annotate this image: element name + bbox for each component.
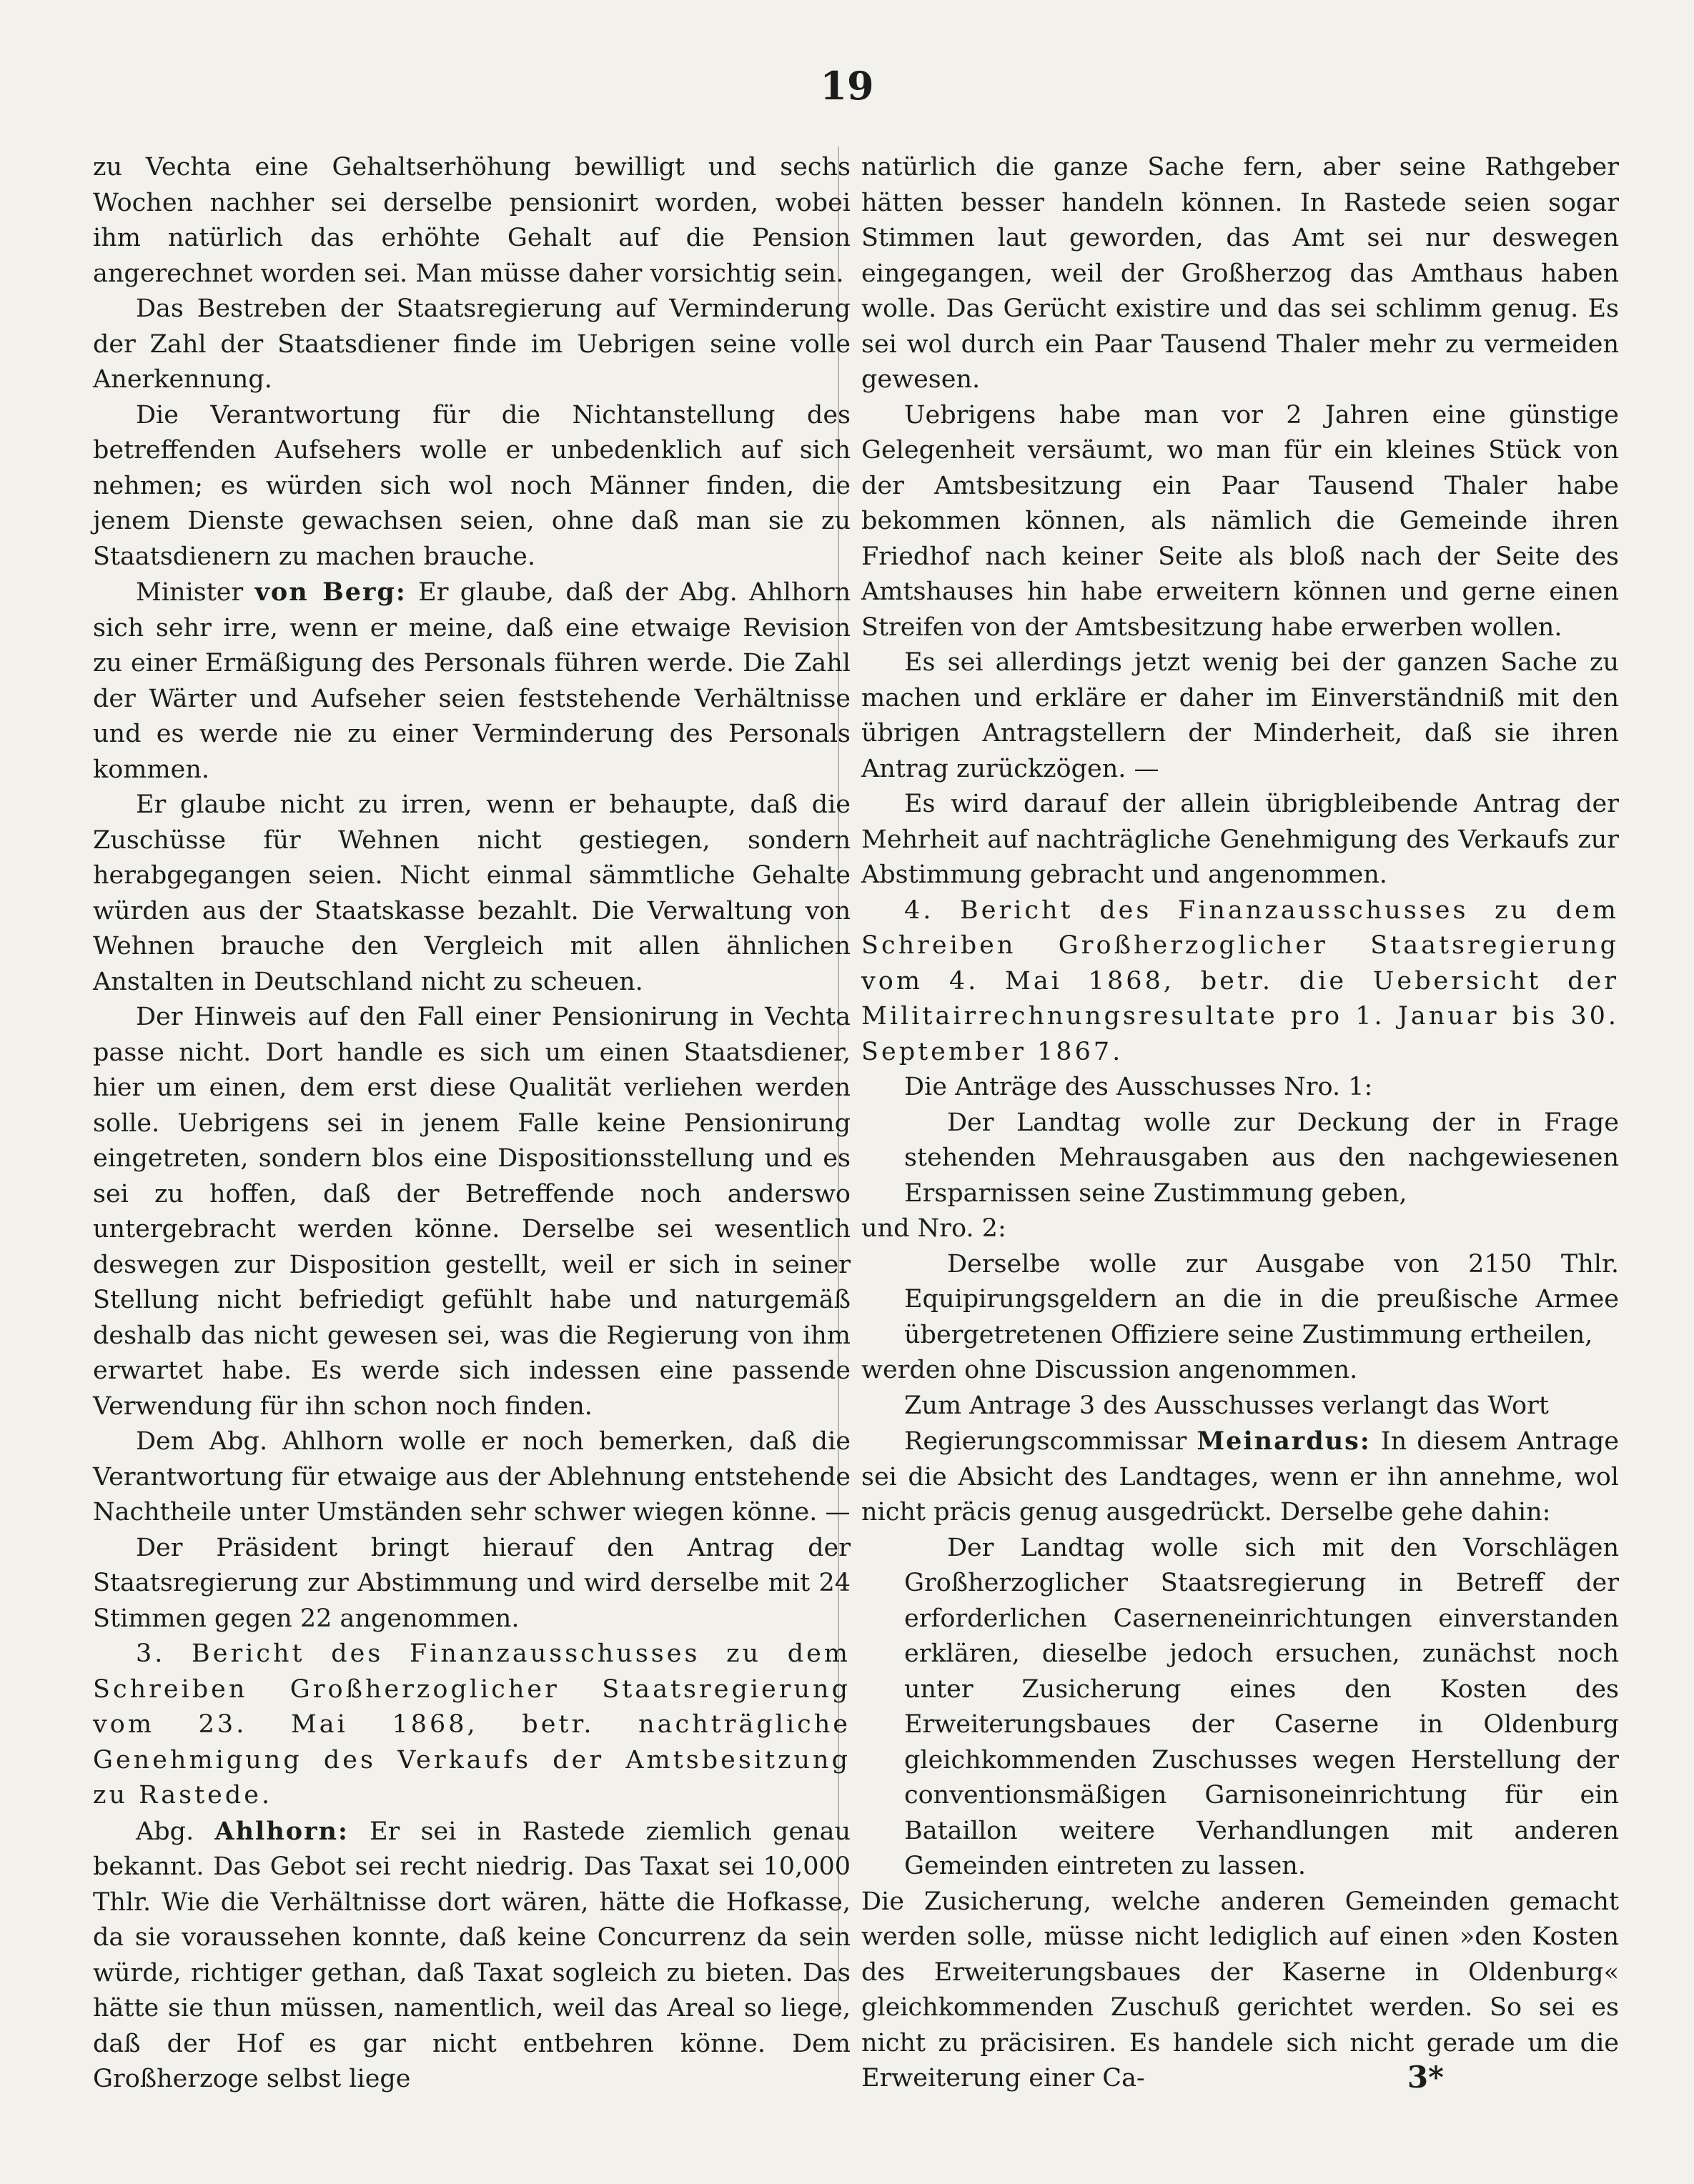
role-label: Regierungscommissar [904, 1427, 1197, 1456]
paragraph: Die Verantwortung für die Nichtanstellung des betreffenden Aufsehers wolle er unbedenklich auf sich nehmen; es würden sich wol noch Männer finden, die jenem Dienste gewachsen seien, ohne daß man sie zu Staatsdienern zu machen brauche. [93, 400, 851, 571]
speech-text: In diesem Antrage sei die Absicht des Landtages, wenn er ihn annehme, wol nicht präcis genug ausgedrückt. Derselbe gehe dahin: [861, 1427, 1620, 1527]
right-column [861, 150, 1619, 2097]
paragraph: Der Präsident bringt hierauf den Antrag der Staatsregierung zur Abstimmung und wird derselbe mit 24 Stimmen gegen 22 angenommen. [93, 1533, 851, 1633]
paragraph: werden ohne Discussion angenommen. [861, 1356, 1358, 1384]
motion-text: Der Landtag wolle sich mit den Vorschlägen Großherzoglicher Staatsregierung in Betreff der erforderlichen Caserneneinrichtungen einverstanden erklären, dieselbe jedoch ersuchen, zunächst noch unter Zusicherung eines den Kosten des Erweiterungsbaues der Caserne in Oldenburg gleichkommenden Zuschusses wegen Herstellung der conventionsmäßigen Garnisoneinrichtung für ein Bataillon weitere Verhandlungen mit anderen Gemeinden eintreten zu lassen. [904, 1533, 1619, 1880]
paragraph-speech [861, 1424, 1619, 1531]
paragraph: Das Bestreben der Staatsregierung auf Verminderung der Zahl der Staatsdiener finde im Uebrigen seine volle Anerkennung. [93, 294, 851, 394]
page-number: 19 [820, 63, 874, 109]
role-label: Abg. [136, 1817, 215, 1846]
section-heading: 3. Bericht des Finanzausschusses zu dem Schreiben Großherzoglicher Staatsregierung vom 23. Mai 1868, betr. nachträgliche Genehmigung des Verkaufs der Amtsbesitzung zu Rastede. [93, 1639, 851, 1810]
role-label: Minister [136, 578, 255, 607]
paragraph: Zum Antrage 3 des Ausschusses verlangt das Wort [904, 1391, 1549, 1420]
paragraph: Es sei allerdings jetzt wenig bei der ganzen Sache zu machen und erkläre er daher im Einverständniß mit den übrigen Antragstellern der Minderheit, daß sie ihren Antrag zurückzögen. — [861, 648, 1619, 783]
paragraph: Er glaube nicht zu irren, wenn er behaupte, daß die Zuschüsse für Wehnen nicht gestiegen, sondern herabgegangen seien. Nicht einmal sämmtliche Gehalte würden aus der Staatskasse bezahlt. Die Verwaltung von Wehnen brauche den Vergleich mit allen ähnlichen Anstalten in Deutschland nicht zu scheuen. [93, 790, 851, 996]
paragraph: zu Vechta eine Gehaltserhöhung bewilligt und sechs Wochen nachher sei derselbe pensionirt worden, wobei ihm natürlich das erhöhte Gehalt auf die Pension angerechnet worden sei. Man müsse daher vorsichtig sein. [93, 153, 851, 288]
motion-text: Derselbe wolle zur Ausgabe von 2150 Thlr. Equipirungsgeldern an die in die preußische Armee übergetretenen Offiziere seine Zustimmung ertheilen, [904, 1249, 1619, 1349]
paragraph: natürlich die ganze Sache fern, aber seine Rathgeber hätten besser handeln können. In Rastede seien sogar Stimmen laut geworden, das Amt sei nur deswegen eingegangen, weil der Großherzog das Amthaus haben wolle. Das Gerücht existire und das sei schlimm genug. Es sei wol durch ein Paar Tausend Thaler mehr zu vermeiden gewesen. [861, 153, 1619, 394]
paragraph: Dem Abg. Ahlhorn wolle er noch bemerken, daß die Verantwortung für etwaige aus der Ablehnung entstehende Nachtheile unter Umständen sehr schwer wiegen könne. — [93, 1427, 851, 1527]
paragraph: Uebrigens habe man vor 2 Jahren eine günstige Gelegenheit versäumt, wo man für ein kleines Stück von der Amtsbesitzung ein Paar Tausend Thaler habe bekommen können, als nämlich die Gemeinde ihren Friedhof nach keiner Seite als bloß nach der Seite des Amtshauses hin habe erweitern können und gerne einen Streifen von der Amtsbesitzung habe erwerben wollen. [861, 400, 1619, 642]
speaker-name: Meinardus: [1197, 1426, 1371, 1456]
motion-text: Der Landtag wolle zur Deckung der in Frage stehenden Mehrausgaben aus den nachgewiesenen Ersparnissen seine Zustimmung geben, [904, 1108, 1619, 1208]
paragraph: Es wird darauf der allein übrigbleibende Antrag der Mehrheit auf nachträgliche Genehmigung des Verkaufs zur Abstimmung gebracht und angenommen. [861, 790, 1619, 889]
paragraph: Die Zusicherung, welche anderen Gemeinden gemacht werden solle, müsse nicht lediglich auf einen »den Kosten des Erweiterungsbaues der Kaserne in Oldenburg« gleichkommenden Zuschuß gerichtet werden. So sei es nicht zu präcisiren. Es handele sich nicht gerade um die Erweiterung einer Ca- [861, 1887, 1619, 2093]
speech-text: Er sei in Rastede ziemlich genau bekannt. Das Gebot sei recht niedrig. Das Taxat sei 10,000 Thlr. Wie die Verhältnisse dort wären, hätte die Hofkasse, da sie voraussehen konnte, daß keine Concurrenz da sein würde, richtiger gethan, daß Taxat sogleich zu bieten. Das hätte sie thun müssen, namentlich, weil das Areal so liege, daß der Hof es gar nicht entbehren könne. Dem Großherzoge selbst liege [93, 1817, 851, 2093]
signature-mark: 3* [1407, 2060, 1444, 2095]
paragraph: und Nro. 2: [861, 1214, 1006, 1243]
section-heading: 4. Bericht des Finanzausschusses zu dem Schreiben Großherzoglicher Staatsregierung vom 4. Mai 1868, betr. die Uebersicht der Militairrechnungsresultate pro 1. Januar bis 30. September 1867. [861, 895, 1619, 1066]
paragraph: Der Hinweis auf den Fall einer Pensionirung in Vechta passe nicht. Dort handle es sich um einen Staatsdiener, hier um einen, dem erst diese Qualität verliehen werden solle. Uebrigens sei in jenem Falle keine Pensionirung eingetreten, sondern blos eine Dispositionsstellung und es sei zu hoffen, daß der Betreffende noch anderswo untergebracht werden könne. Derselbe sei wesentlich deswegen zur Disposition gestellt, weil er sich in seiner Stellung nicht befriedigt gefühlt habe und naturgemäß deshalb das nicht gewesen sei, was die Regierung von ihm erwartet habe. Es werde sich indessen eine passende Verwendung für ihn schon noch finden. [93, 1003, 851, 1421]
speaker-name: von Berg: [254, 577, 407, 607]
paragraph-speech [93, 575, 851, 788]
left-column [93, 150, 851, 2098]
paragraph-speech [93, 1814, 851, 2098]
paragraph: Die Anträge des Ausschusses Nro. 1: [904, 1073, 1373, 1101]
speaker-name: Ahlhorn: [214, 1816, 349, 1846]
speech-text: Er glaube, daß der Abg. Ahlhorn sich sehr irre, wenn er meine, daß eine etwaige Revision zu einer Ermäßigung des Personals führen werde. Die Zahl der Wärter und Aufseher seien feststehende Verhältnisse und es werde nie zu einer Verminderung des Personals kommen. [93, 578, 851, 784]
